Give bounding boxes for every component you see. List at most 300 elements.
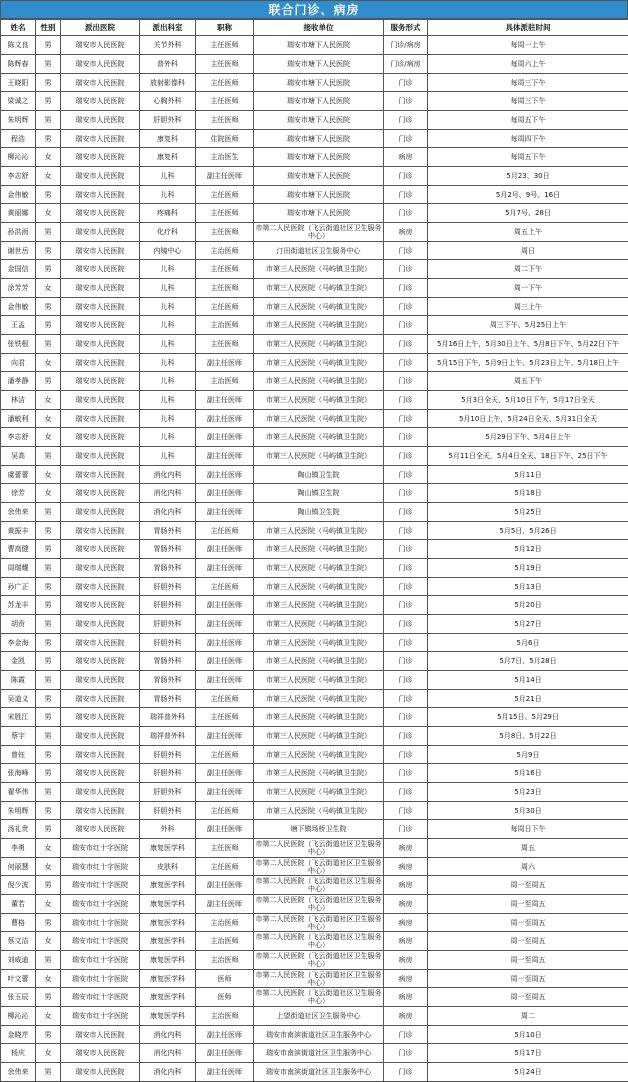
cell-receiving-unit: 汀田街道社区卫生服务中心 — [254, 242, 384, 260]
cell-name: 朱明辉 — [1, 111, 36, 130]
cell-schedule-time: 5月21日 — [428, 690, 628, 708]
cell-name: 倪少波 — [1, 876, 36, 895]
cell-name: 叶文蕾 — [1, 970, 36, 988]
cell-service-type: 门诊 — [384, 92, 428, 111]
cell-department: 康复医学科 — [140, 895, 196, 914]
cell-name: 黄振丰 — [1, 522, 36, 540]
cell-gender: 男 — [36, 130, 61, 148]
cell-gender: 男 — [36, 783, 61, 802]
cell-gender: 男 — [36, 802, 61, 820]
cell-hospital: 瑞安市红十字医院 — [61, 895, 140, 914]
cell-department: 放射影像科 — [140, 74, 196, 92]
cell-title: 主任医师 — [196, 92, 254, 111]
cell-schedule-time: 5月29日下午、5月4日上午 — [428, 428, 628, 447]
cell-receiving-unit: 市第三人民医院（马屿镇卫生院） — [254, 746, 384, 764]
cell-title: 副主任医师 — [196, 167, 254, 186]
cell-hospital: 瑞安市人民医院 — [61, 596, 140, 615]
cell-hospital: 瑞安市人民医院 — [61, 484, 140, 503]
cell-hospital: 瑞安市红十字医院 — [61, 839, 140, 858]
table-row — [1, 1007, 628, 1026]
cell-gender: 女 — [36, 858, 61, 876]
cell-gender: 男 — [36, 242, 61, 260]
table-row — [1, 130, 628, 148]
cell-schedule-time: 5月27日 — [428, 615, 628, 634]
cell-service-type: 门诊 — [384, 802, 428, 820]
cell-receiving-unit: 市第二人民医院（飞云街道社区卫生服务中心） — [254, 858, 384, 876]
cell-title: 主治医师 — [196, 242, 254, 260]
cell-title: 副主任医师 — [196, 484, 254, 503]
cell-department: 儿科 — [140, 298, 196, 316]
cell-name: 柳沁沁 — [1, 1007, 36, 1026]
cell-gender: 女 — [36, 428, 61, 447]
cell-receiving-unit: 市第三人民医院（马屿镇卫生院） — [254, 615, 384, 634]
cell-service-type: 门诊 — [384, 372, 428, 391]
cell-schedule-time: 5月14日 — [428, 671, 628, 690]
cell-name: 孙广正 — [1, 578, 36, 596]
cell-receiving-unit: 市第三人民医院（马屿镇卫生院） — [254, 578, 384, 596]
table-row — [1, 839, 628, 858]
cell-gender: 男 — [36, 1026, 61, 1044]
cell-department: 康复医学科 — [140, 876, 196, 895]
cell-schedule-time: 5月5日、5月26日 — [428, 522, 628, 540]
cell-receiving-unit: 瑞安市塘下人民医院 — [254, 167, 384, 186]
cell-service-type: 病房 — [384, 951, 428, 970]
cell-schedule-time: 5月20日 — [428, 596, 628, 615]
cell-name: 林洁 — [1, 391, 36, 410]
cell-service-type: 门诊 — [384, 316, 428, 335]
cell-title: 副主任医师 — [196, 727, 254, 746]
cell-name: 蔡文洁 — [1, 932, 36, 951]
cell-name: 余伟来 — [1, 503, 36, 522]
cell-title: 主任医师 — [196, 186, 254, 204]
table-row — [1, 1026, 628, 1044]
cell-schedule-time: 周三下午、5月25日上午 — [428, 316, 628, 335]
cell-name: 潘孝静 — [1, 372, 36, 391]
cell-gender: 男 — [36, 615, 61, 634]
cell-hospital: 瑞安市人民医院 — [61, 223, 140, 242]
cell-department: 消化内科 — [140, 1063, 196, 1082]
cell-department: 肝胆外科 — [140, 746, 196, 764]
table-row — [1, 951, 628, 970]
cell-name: 黄丽娜 — [1, 204, 36, 223]
cell-gender: 女 — [36, 466, 61, 484]
cell-gender: 女 — [36, 167, 61, 186]
cell-department: 儿科 — [140, 316, 196, 335]
cell-receiving-unit: 市第三人民医院（马屿镇卫生院） — [254, 428, 384, 447]
cell-service-type: 病房 — [384, 988, 428, 1007]
table-row — [1, 204, 628, 223]
cell-gender: 男 — [36, 559, 61, 578]
cell-receiving-unit: 瑞安市南滨街道社区卫生服务中心 — [254, 1063, 384, 1082]
cell-name: 杨庆 — [1, 1044, 36, 1063]
cell-service-type: 门诊 — [384, 820, 428, 839]
cell-schedule-time: 5月11日 — [428, 466, 628, 484]
cell-hospital: 瑞安市人民医院 — [61, 522, 140, 540]
cell-title: 主治医师 — [196, 932, 254, 951]
cell-service-type: 门诊 — [384, 783, 428, 802]
cell-gender: 女 — [36, 932, 61, 951]
cell-hospital: 瑞安市人民医院 — [61, 391, 140, 410]
cell-service-type: 门诊 — [384, 242, 428, 260]
cell-department: 普外科 — [140, 55, 196, 74]
cell-name: 董若 — [1, 895, 36, 914]
cell-name: 汤礼贵 — [1, 820, 36, 839]
table-row — [1, 223, 628, 242]
cell-title: 主任医师 — [196, 36, 254, 55]
cell-name: 金国信 — [1, 260, 36, 279]
cell-schedule-time: 5月15日下午，5月9日上午、5月23日上午、5月18日上午 — [428, 354, 628, 372]
cell-schedule-time: 周五上午 — [428, 223, 628, 242]
cell-gender: 男 — [36, 186, 61, 204]
cell-name: 金凯 — [1, 652, 36, 671]
table-row — [1, 895, 628, 914]
sheet-title: 联合门诊、病房 — [0, 0, 628, 19]
cell-name: 陈辉春 — [1, 55, 36, 74]
cell-hospital: 瑞安市人民医院 — [61, 242, 140, 260]
cell-gender: 男 — [36, 820, 61, 839]
cell-service-type: 门诊 — [384, 447, 428, 466]
cell-gender: 男 — [36, 634, 61, 652]
cell-hospital: 瑞安市红十字医院 — [61, 970, 140, 988]
table-row — [1, 970, 628, 988]
cell-department: 康复医学科 — [140, 932, 196, 951]
cell-department: 儿科 — [140, 167, 196, 186]
cell-title: 住院医师 — [196, 130, 254, 148]
table-row — [1, 391, 628, 410]
cell-name: 蔡宇 — [1, 727, 36, 746]
header-title: 职称 — [196, 20, 254, 36]
cell-service-type: 门诊 — [384, 1063, 428, 1082]
cell-name: 李志舒 — [1, 167, 36, 186]
cell-gender: 女 — [36, 1007, 61, 1026]
cell-service-type: 门诊 — [384, 652, 428, 671]
cell-schedule-time: 5月25日 — [428, 503, 628, 522]
table-row — [1, 36, 628, 55]
cell-schedule-time: 每周一上午 — [428, 36, 628, 55]
cell-service-type: 门诊 — [384, 727, 428, 746]
cell-hospital: 瑞安市红十字医院 — [61, 951, 140, 970]
cell-gender: 男 — [36, 74, 61, 92]
cell-department: 康复医学科 — [140, 839, 196, 858]
cell-receiving-unit: 市第三人民医院（马屿镇卫生院） — [254, 372, 384, 391]
cell-title: 主任医师 — [196, 74, 254, 92]
cell-hospital: 瑞安市人民医院 — [61, 335, 140, 354]
cell-schedule-time: 每周五下午 — [428, 148, 628, 167]
table-row — [1, 634, 628, 652]
cell-schedule-time: 5月10日上午，5月24日全天、5月31日全天 — [428, 410, 628, 428]
cell-gender: 男 — [36, 914, 61, 932]
table-row — [1, 372, 628, 391]
cell-gender: 女 — [36, 970, 61, 988]
cell-receiving-unit: 市第二人民医院（飞云街道社区卫生服务中心） — [254, 895, 384, 914]
cell-department: 肝胆外科 — [140, 596, 196, 615]
cell-department: 关节外科 — [140, 36, 196, 55]
cell-schedule-time: 周一至周五 — [428, 951, 628, 970]
cell-service-type: 门诊 — [384, 260, 428, 279]
cell-receiving-unit: 市第二人民医院（飞云街道社区卫生服务中心） — [254, 970, 384, 988]
cell-title: 主任医师 — [196, 839, 254, 858]
table-row — [1, 55, 628, 74]
cell-name: 虞蕾蕾 — [1, 466, 36, 484]
cell-service-type: 门诊 — [384, 167, 428, 186]
cell-gender: 男 — [36, 223, 61, 242]
cell-gender: 男 — [36, 876, 61, 895]
cell-hospital: 瑞安市人民医院 — [61, 148, 140, 167]
cell-schedule-time: 5月16日 — [428, 764, 628, 783]
cell-gender: 女 — [36, 484, 61, 503]
table-row — [1, 652, 628, 671]
cell-hospital: 瑞安市人民医院 — [61, 279, 140, 298]
cell-department: 康复医学科 — [140, 914, 196, 932]
cell-gender: 女 — [36, 354, 61, 372]
cell-schedule-time: 周一至周五 — [428, 914, 628, 932]
cell-receiving-unit: 市第三人民医院（马屿镇卫生院） — [254, 690, 384, 708]
cell-title: 主治医师 — [196, 372, 254, 391]
cell-receiving-unit: 市第三人民医院（马屿镇卫生院） — [254, 522, 384, 540]
table-row — [1, 316, 628, 335]
cell-receiving-unit: 市第二人民医院（飞云街道社区卫生服务中心） — [254, 951, 384, 970]
cell-hospital: 瑞安市人民医院 — [61, 634, 140, 652]
cell-hospital: 瑞安市人民医院 — [61, 727, 140, 746]
cell-service-type: 门诊 — [384, 354, 428, 372]
cell-name: 张玉辰 — [1, 988, 36, 1007]
cell-department: 瑞祥普外科 — [140, 708, 196, 727]
cell-service-type: 门诊 — [384, 634, 428, 652]
cell-hospital: 瑞安市人民医院 — [61, 1044, 140, 1063]
cell-department: 胃肠外科 — [140, 671, 196, 690]
cell-gender: 男 — [36, 540, 61, 559]
table-row — [1, 1063, 628, 1082]
table-row — [1, 615, 628, 634]
header-gender: 性别 — [36, 20, 61, 36]
cell-receiving-unit: 市第二人民医院（飞云街道社区卫生服务中心） — [254, 876, 384, 895]
cell-gender: 男 — [36, 746, 61, 764]
table-row — [1, 148, 628, 167]
cell-department: 内镜中心 — [140, 242, 196, 260]
cell-gender: 男 — [36, 690, 61, 708]
table-row — [1, 858, 628, 876]
cell-gender: 女 — [36, 391, 61, 410]
table-row — [1, 708, 628, 727]
cell-name: 向君 — [1, 354, 36, 372]
cell-service-type: 门诊 — [384, 74, 428, 92]
cell-name: 翟华伟 — [1, 783, 36, 802]
table-row — [1, 354, 628, 372]
table-row — [1, 596, 628, 615]
cell-receiving-unit: 市第三人民医院（马屿镇卫生院） — [254, 279, 384, 298]
table-row — [1, 783, 628, 802]
cell-hospital: 瑞安市人民医院 — [61, 428, 140, 447]
cell-hospital: 瑞安市人民医院 — [61, 1063, 140, 1082]
cell-department: 瑞祥普外科 — [140, 727, 196, 746]
cell-receiving-unit: 市第三人民医院（马屿镇卫生院） — [254, 783, 384, 802]
cell-schedule-time: 5月13日 — [428, 578, 628, 596]
cell-gender: 女 — [36, 895, 61, 914]
cell-title: 副主任医师 — [196, 895, 254, 914]
cell-service-type: 门诊 — [384, 522, 428, 540]
cell-name: 胡贲 — [1, 615, 36, 634]
cell-hospital: 瑞安市人民医院 — [61, 186, 140, 204]
cell-service-type: 门诊 — [384, 391, 428, 410]
cell-schedule-time: 周二下午 — [428, 260, 628, 279]
cell-name: 谢世岳 — [1, 242, 36, 260]
cell-department: 皮肤科 — [140, 858, 196, 876]
cell-title: 副主任医师 — [196, 503, 254, 522]
table-row — [1, 559, 628, 578]
cell-name: 何丽慧 — [1, 858, 36, 876]
cell-hospital: 瑞安市人民医院 — [61, 204, 140, 223]
cell-service-type: 门诊 — [384, 615, 428, 634]
cell-schedule-time: 5月12日 — [428, 540, 628, 559]
cell-receiving-unit: 市第二人民医院（飞云街道社区卫生服务中心） — [254, 223, 384, 242]
cell-schedule-time: 周一下午 — [428, 279, 628, 298]
table-row — [1, 298, 628, 316]
cell-service-type: 门诊 — [384, 690, 428, 708]
table-row — [1, 242, 628, 260]
cell-title: 副主任医师 — [196, 391, 254, 410]
table-row — [1, 503, 628, 522]
cell-department: 化疗科 — [140, 223, 196, 242]
table-row — [1, 690, 628, 708]
cell-department: 胃肠外科 — [140, 559, 196, 578]
cell-name: 金伟敏 — [1, 298, 36, 316]
cell-title: 主治医生 — [196, 148, 254, 167]
table-row — [1, 578, 628, 596]
cell-gender: 男 — [36, 708, 61, 727]
cell-receiving-unit: 陶山镇卫生院 — [254, 484, 384, 503]
cell-hospital: 瑞安市人民医院 — [61, 578, 140, 596]
cell-service-type: 病房 — [384, 876, 428, 895]
cell-name: 曹格 — [1, 914, 36, 932]
table-row — [1, 186, 628, 204]
cell-department: 肝胆外科 — [140, 615, 196, 634]
cell-department: 肝胆外科 — [140, 578, 196, 596]
cell-gender: 男 — [36, 578, 61, 596]
cell-hospital: 瑞安市人民医院 — [61, 372, 140, 391]
table-row — [1, 671, 628, 690]
cell-schedule-time: 5月24日 — [428, 1063, 628, 1082]
cell-schedule-time: 每周五下午 — [428, 111, 628, 130]
cell-name: 曹高健 — [1, 540, 36, 559]
cell-department: 消化内科 — [140, 466, 196, 484]
table-row — [1, 74, 628, 92]
cell-title: 副主任医师 — [196, 559, 254, 578]
table-row — [1, 540, 628, 559]
cell-gender: 男 — [36, 988, 61, 1007]
cell-gender: 女 — [36, 410, 61, 428]
cell-schedule-time: 周五下午 — [428, 372, 628, 391]
cell-gender: 男 — [36, 335, 61, 354]
cell-title: 主任医师 — [196, 260, 254, 279]
cell-name: 王孟 — [1, 316, 36, 335]
cell-schedule-time: 周二 — [428, 1007, 628, 1026]
cell-gender: 男 — [36, 372, 61, 391]
cell-title: 主任医师 — [196, 690, 254, 708]
cell-receiving-unit: 瑞安市塘下人民医院 — [254, 36, 384, 55]
cell-gender: 男 — [36, 596, 61, 615]
cell-name: 金伟敏 — [1, 186, 36, 204]
cell-schedule-time: 5月7日、5月28日 — [428, 652, 628, 671]
cell-hospital: 瑞安市人民医院 — [61, 92, 140, 111]
cell-gender: 男 — [36, 55, 61, 74]
cell-name: 金晓芹 — [1, 1026, 36, 1044]
cell-receiving-unit: 市第二人民医院（飞云街道社区卫生服务中心） — [254, 839, 384, 858]
cell-department: 消化内科 — [140, 484, 196, 503]
cell-receiving-unit: 市第二人民医院（飞云街道社区卫生服务中心） — [254, 914, 384, 932]
cell-schedule-time: 5月8日、5月22日 — [428, 727, 628, 746]
cell-receiving-unit: 市第三人民医院（马屿镇卫生院） — [254, 727, 384, 746]
table-row — [1, 279, 628, 298]
cell-schedule-time: 5月2号、9号、16日 — [428, 186, 628, 204]
cell-service-type: 病房 — [384, 1007, 428, 1026]
cell-department: 儿科 — [140, 335, 196, 354]
cell-schedule-time: 5月18日 — [428, 484, 628, 503]
cell-title: 主任医师 — [196, 223, 254, 242]
table-row — [1, 988, 628, 1007]
cell-hospital: 瑞安市人民医院 — [61, 690, 140, 708]
cell-title: 副主任医师 — [196, 1063, 254, 1082]
cell-title: 主任医师 — [196, 55, 254, 74]
cell-hospital: 瑞安市红十字医院 — [61, 858, 140, 876]
cell-department: 康复医学科 — [140, 970, 196, 988]
cell-department: 康复医学科 — [140, 1007, 196, 1026]
cell-department: 儿科 — [140, 410, 196, 428]
cell-name: 朱明辉 — [1, 802, 36, 820]
cell-department: 疼痛科 — [140, 204, 196, 223]
cell-service-type: 门诊 — [384, 279, 428, 298]
cell-gender: 男 — [36, 727, 61, 746]
cell-schedule-time: 每周四下午 — [428, 130, 628, 148]
cell-title: 副主任医师 — [196, 820, 254, 839]
cell-service-type: 门诊 — [384, 764, 428, 783]
cell-title: 副主任医师 — [196, 764, 254, 783]
cell-hospital: 瑞安市人民医院 — [61, 802, 140, 820]
cell-title: 副主任医师 — [196, 466, 254, 484]
table-row — [1, 428, 628, 447]
cell-department: 胃肠外科 — [140, 540, 196, 559]
cell-receiving-unit: 市第三人民医院（马屿镇卫生院） — [254, 447, 384, 466]
cell-service-type: 门诊 — [384, 596, 428, 615]
cell-title: 副主任医师 — [196, 447, 254, 466]
cell-hospital: 瑞安市人民医院 — [61, 540, 140, 559]
cell-gender: 男 — [36, 1063, 61, 1082]
header-hospital: 派出医院 — [61, 20, 140, 36]
cell-name: 张铁根 — [1, 335, 36, 354]
cell-department: 儿科 — [140, 186, 196, 204]
cell-service-type: 病房 — [384, 895, 428, 914]
cell-receiving-unit: 瑞安市南滨街道社区卫生服务中心 — [254, 1044, 384, 1063]
cell-service-type: 门诊 — [384, 746, 428, 764]
cell-receiving-unit: 市第三人民医院（马屿镇卫生院） — [254, 802, 384, 820]
cell-schedule-time: 5月19日 — [428, 559, 628, 578]
cell-receiving-unit: 市第三人民医院（马屿镇卫生院） — [254, 298, 384, 316]
cell-department: 儿科 — [140, 391, 196, 410]
cell-department: 儿科 — [140, 372, 196, 391]
cell-receiving-unit: 瑞安市塘下人民医院 — [254, 204, 384, 223]
cell-receiving-unit: 瑞安市塘下人民医院 — [254, 148, 384, 167]
table-row — [1, 764, 628, 783]
cell-gender: 女 — [36, 279, 61, 298]
cell-department: 胃肠外科 — [140, 690, 196, 708]
cell-name: 张海峰 — [1, 764, 36, 783]
cell-service-type: 门诊 — [384, 484, 428, 503]
cell-receiving-unit: 市第三人民医院（马屿镇卫生院） — [254, 652, 384, 671]
table-row — [1, 802, 628, 820]
cell-schedule-time: 5月23日 — [428, 783, 628, 802]
cell-receiving-unit: 市第三人民医院（马屿镇卫生院） — [254, 316, 384, 335]
cell-gender: 男 — [36, 764, 61, 783]
cell-schedule-time: 周三上午 — [428, 298, 628, 316]
